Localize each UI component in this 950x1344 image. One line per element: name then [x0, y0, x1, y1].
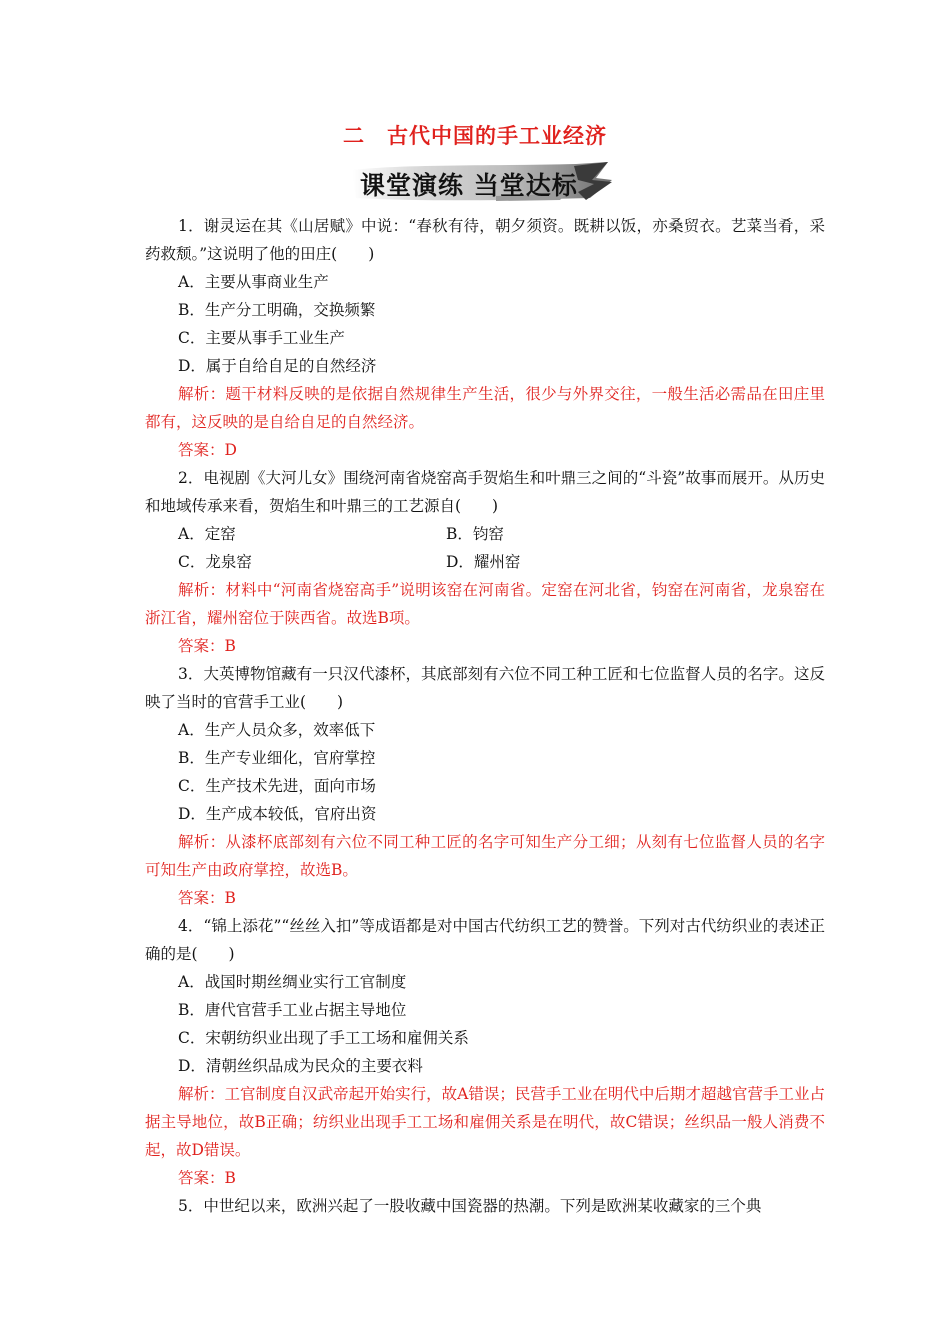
option-a: A．定窑: [178, 525, 236, 543]
section-banner: [346, 158, 616, 206]
answer-text: 答案：B: [178, 1169, 236, 1187]
analysis-text: 解析：从漆杯底部刻有六位不同工种工匠的名字可知生产分工细；从刻有七位监督人员的名字可知生产由政府掌控，故选B。: [145, 833, 825, 879]
answer-text: 答案：B: [178, 889, 236, 907]
question-stem: 1．谢灵运在其《山居赋》中说：“春秋有待，朝夕须资。既耕以饭，亦桑贸衣。艺菜当肴，采药救颓。”这说明了他的田庄( ): [145, 217, 825, 263]
options-row: [145, 548, 825, 576]
options-row: [145, 520, 825, 548]
option-b: B．钧窑: [446, 525, 504, 543]
question-stem: 5．中世纪以来，欧洲兴起了一股收藏中国瓷器的热潮。下列是欧洲某收藏家的三个典: [178, 1197, 762, 1215]
option-c: C．宋朝纺织业出现了手工工场和雇佣关系: [178, 1029, 469, 1047]
question-stem: 3．大英博物馆藏有一只汉代漆杯，其底部刻有六位不同工种工匠和七位监督人员的名字。这反映了当时的官营手工业( ): [145, 665, 825, 711]
option-d: D．生产成本较低，官府出资: [178, 805, 377, 823]
option-c: C．主要从事手工业生产: [178, 329, 345, 347]
option-a: A．战国时期丝绸业实行工官制度: [178, 973, 407, 991]
option-c: C．生产技术先进，面向市场: [178, 777, 376, 795]
option-b: B．唐代官营手工业占据主导地位: [178, 1001, 407, 1019]
option-d: D．耀州窑: [446, 553, 521, 571]
option-a: A．生产人员众多，效率低下: [178, 721, 376, 739]
question-list: [145, 212, 825, 1220]
page-title: 二 古代中国的手工业经济: [343, 124, 607, 148]
option-b: B．生产分工明确，交换频繁: [178, 301, 376, 319]
answer-text: 答案：B: [178, 637, 236, 655]
analysis-text: 解析：工官制度自汉武帝起开始实行，故A错误；民营手工业在明代中后期才超越官营手工业占据主导地位，故B正确；纺织业出现手工工场和雇佣关系是在明代，故C错误；丝织品一般人消费不起，故D错误。: [145, 1085, 825, 1159]
question-stem: 2．电视剧《大河儿女》围绕河南省烧窑高手贺焰生和叶鼎三之间的“斗瓷”故事而展开。从历史和地域传承来看，贺焰生和叶鼎三的工艺源自( ): [145, 469, 825, 515]
analysis-text: 解析：题干材料反映的是依据自然规律生产生活，很少与外界交往，一般生活必需品在田庄里都有，这反映的是自给自足的自然经济。: [145, 385, 825, 431]
banner-text: 课堂演练 当堂达标: [360, 171, 578, 200]
option-d: D．属于自给自足的自然经济: [178, 357, 377, 375]
option-b: B．生产专业细化，官府掌控: [178, 749, 376, 767]
option-d: D．清朝丝织品成为民众的主要衣料: [178, 1057, 423, 1075]
option-c: C．龙泉窑: [178, 553, 252, 571]
question-stem: 4．“锦上添花”“丝丝入扣”等成语都是对中国古代纺织工艺的赞誉。下列对古代纺织业的表述正确的是( ): [145, 917, 825, 963]
answer-text: 答案：D: [178, 441, 237, 459]
option-a: A．主要从事商业生产: [178, 273, 329, 291]
analysis-text: 解析：材料中“河南省烧窑高手”说明该窑在河南省。定窑在河北省，钧窑在河南省，龙泉窑在浙江省，耀州窑位于陕西省。故选B项。: [145, 581, 825, 627]
